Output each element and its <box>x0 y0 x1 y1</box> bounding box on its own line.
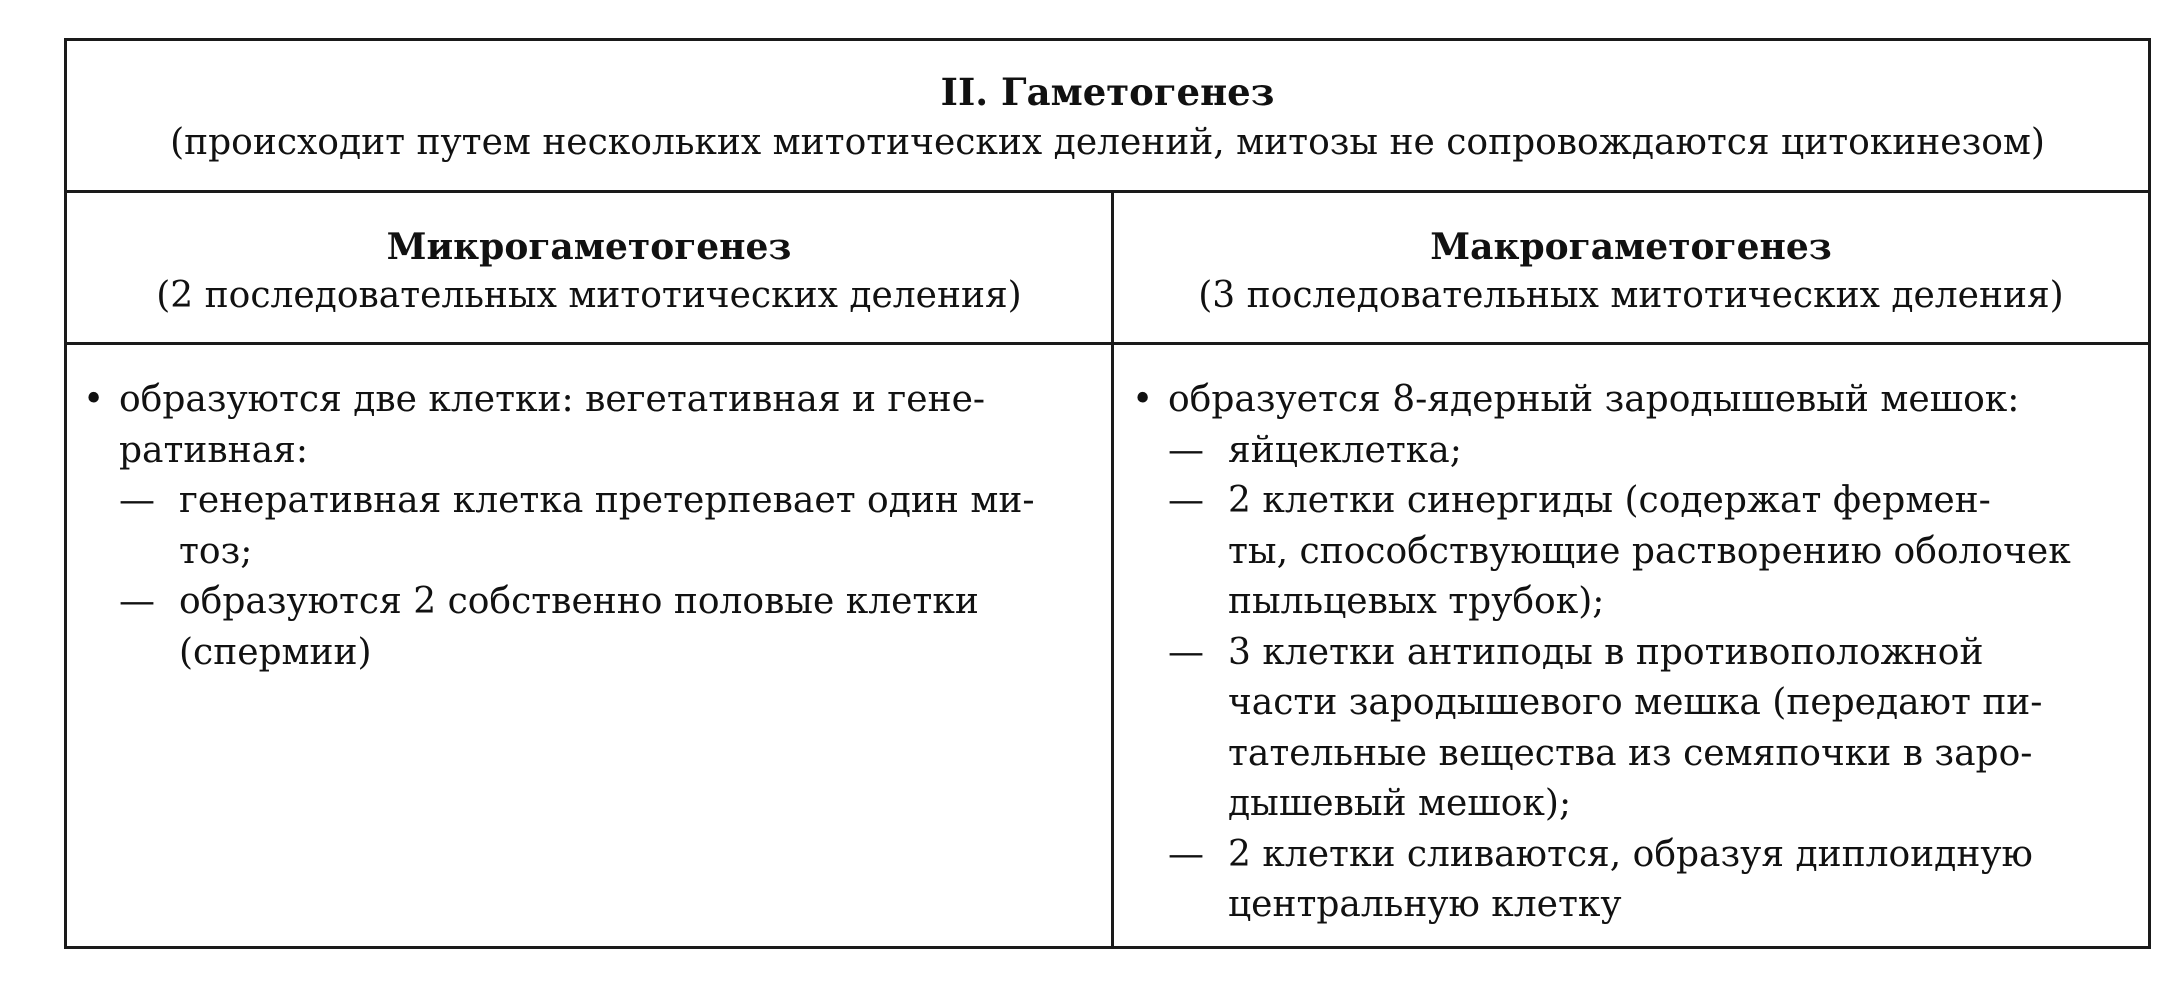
macro-item-1: яйцеклетка; <box>1228 429 1462 471</box>
bullet-marker: • <box>1132 379 1154 420</box>
column-header-macro <box>1114 193 2148 342</box>
list-item <box>1132 375 2132 426</box>
macro-bullet-text: образуется 8-ядерный зародышевый мешок: <box>1168 379 2020 420</box>
column-header-micro <box>67 193 1111 342</box>
list-item <box>1168 426 2132 477</box>
table-header-row <box>67 41 2148 193</box>
column-subtitle-micro: (2 последовательных митотических деления) <box>156 275 1022 316</box>
micro-item-2: образуются 2 собственно половые клетки (спермии) <box>179 581 979 673</box>
table-subtitle: (происходит путем нескольких митотических делений, митозы не сопровождаются цитокинезом) <box>170 122 2045 163</box>
macro-content-cell <box>1114 345 2148 946</box>
gametogenesis-table <box>64 38 2151 949</box>
list-item <box>119 577 1093 678</box>
micro-bullet-text: образуются две клетки: вегетативная и гене- ративная: <box>119 379 986 471</box>
macro-item-3: 3 клетки антиподы в противоположной части зародышевого мешка (передают пи- тательные вещества из семяпочки в заро- дышевый мешок); <box>1228 631 2043 824</box>
dash-marker: — <box>1168 631 1204 673</box>
column-header-row <box>67 193 2148 345</box>
macro-content <box>1132 375 2132 931</box>
column-title-micro: Микрогаметогенез <box>386 226 792 268</box>
list-item <box>1168 628 2132 830</box>
list-item <box>119 476 1093 577</box>
bullet-marker: • <box>83 379 105 420</box>
list-item <box>1168 830 2132 931</box>
column-subtitle-macro: (3 последовательных митотических деления) <box>1198 275 2064 316</box>
list-item <box>1168 476 2132 628</box>
macro-item-4: 2 клетки сливаются, образуя диплоидную центральную клетку <box>1228 833 2033 925</box>
list-item <box>83 375 1093 476</box>
dash-marker: — <box>119 581 155 622</box>
dash-marker: — <box>1168 833 1204 875</box>
macro-item-2: 2 клетки синергиды (содержат фермен- ты, способствующие растворению оболочек пыльцевых трубок); <box>1228 480 2071 622</box>
content-row <box>67 345 2148 946</box>
column-title-macro: Макрогаметогенез <box>1430 226 1832 268</box>
column-divider <box>1111 193 1114 946</box>
dash-marker: — <box>119 480 155 521</box>
micro-content-cell <box>67 345 1111 946</box>
table-title: II. Гаметогенез <box>940 70 1275 114</box>
micro-content <box>83 375 1093 678</box>
dash-marker: — <box>1168 429 1204 471</box>
micro-item-1: генеративная клетка претерпевает один ми- тоз; <box>179 480 1035 572</box>
dash-marker: — <box>1168 480 1204 521</box>
